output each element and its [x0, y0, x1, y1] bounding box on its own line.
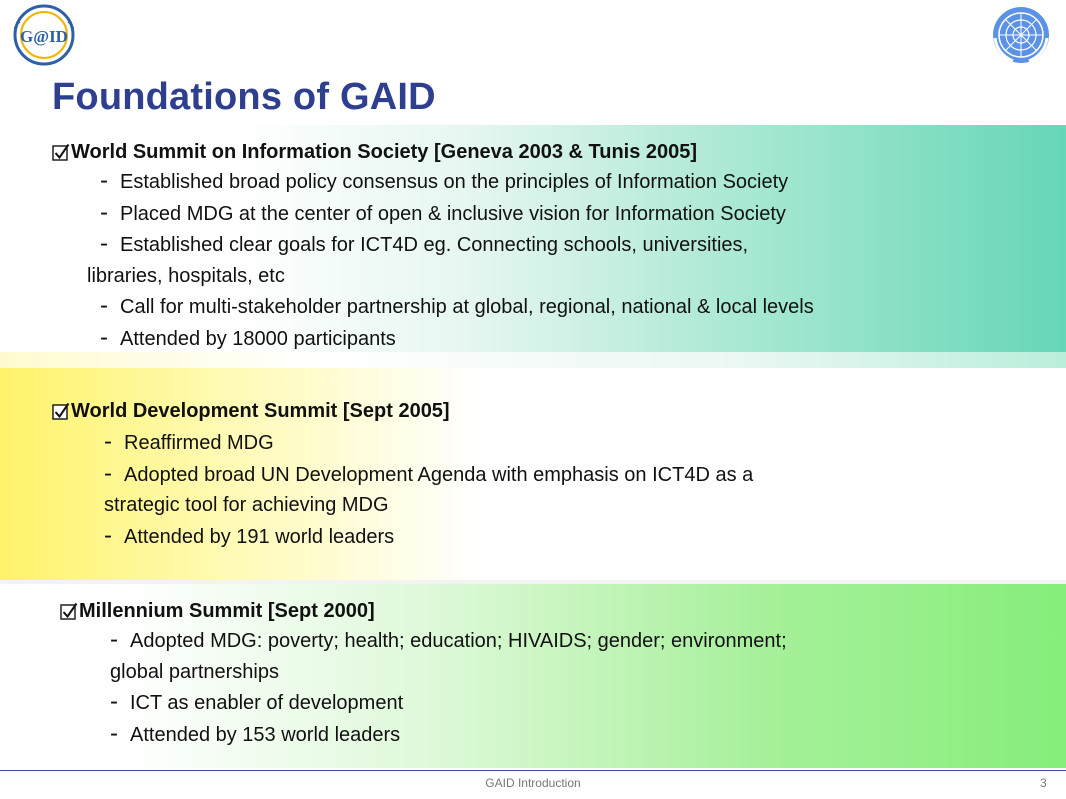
checkbox-checked-icon	[60, 602, 78, 621]
page-number: 3	[1040, 776, 1047, 790]
list-item: - Adopted broad UN Development Agenda with emphasis on ICT4D as a strategic tool for achieving MDG	[104, 459, 754, 516]
footer-label: GAID Introduction	[485, 776, 581, 790]
checkbox-checked-icon	[52, 402, 70, 421]
list-item: - ICT as enabler of development	[110, 688, 404, 715]
band-divider	[0, 352, 1066, 368]
section-wds	[52, 400, 753, 552]
page-title: Foundations of GAID	[52, 76, 436, 118]
section-heading: Millennium Summit [Sept 2000]	[60, 600, 787, 623]
section-wsis	[52, 141, 814, 354]
checkbox-checked-icon	[52, 143, 70, 162]
section-heading: World Development Summit [Sept 2005]	[52, 400, 753, 423]
gaid-logo	[8, 4, 80, 66]
gaid-logo-text: G@ID	[20, 27, 68, 46]
list-item: - Adopted MDG: poverty; health; education; HIVAIDS; gender; environment; global partnerships	[110, 626, 787, 683]
section-millennium	[60, 600, 787, 750]
list-item: - Call for multi-stakeholder partnership at global, regional, national & local levels	[100, 292, 814, 319]
list-item: - Attended by 191 world leaders	[104, 521, 395, 549]
section-heading: World Summit on Information Society [Geneva 2003 & Tunis 2005]	[52, 141, 814, 164]
list-item: - Established broad policy consensus on the principles of Information Society	[100, 167, 789, 194]
footer-divider	[0, 770, 1066, 771]
un-emblem-icon	[987, 4, 1055, 66]
list-item: - Reaffirmed MDG	[104, 428, 274, 455]
list-item: - Attended by 18000 participants	[100, 323, 396, 351]
list-item: - Placed MDG at the center of open & inclusive vision for Information Society	[100, 198, 786, 226]
list-item: - Established clear goals for ICT4D eg. Connecting schools, universities, libraries, hospitals, etc	[87, 230, 749, 287]
list-item: - Attended by 153 world leaders	[110, 719, 401, 747]
